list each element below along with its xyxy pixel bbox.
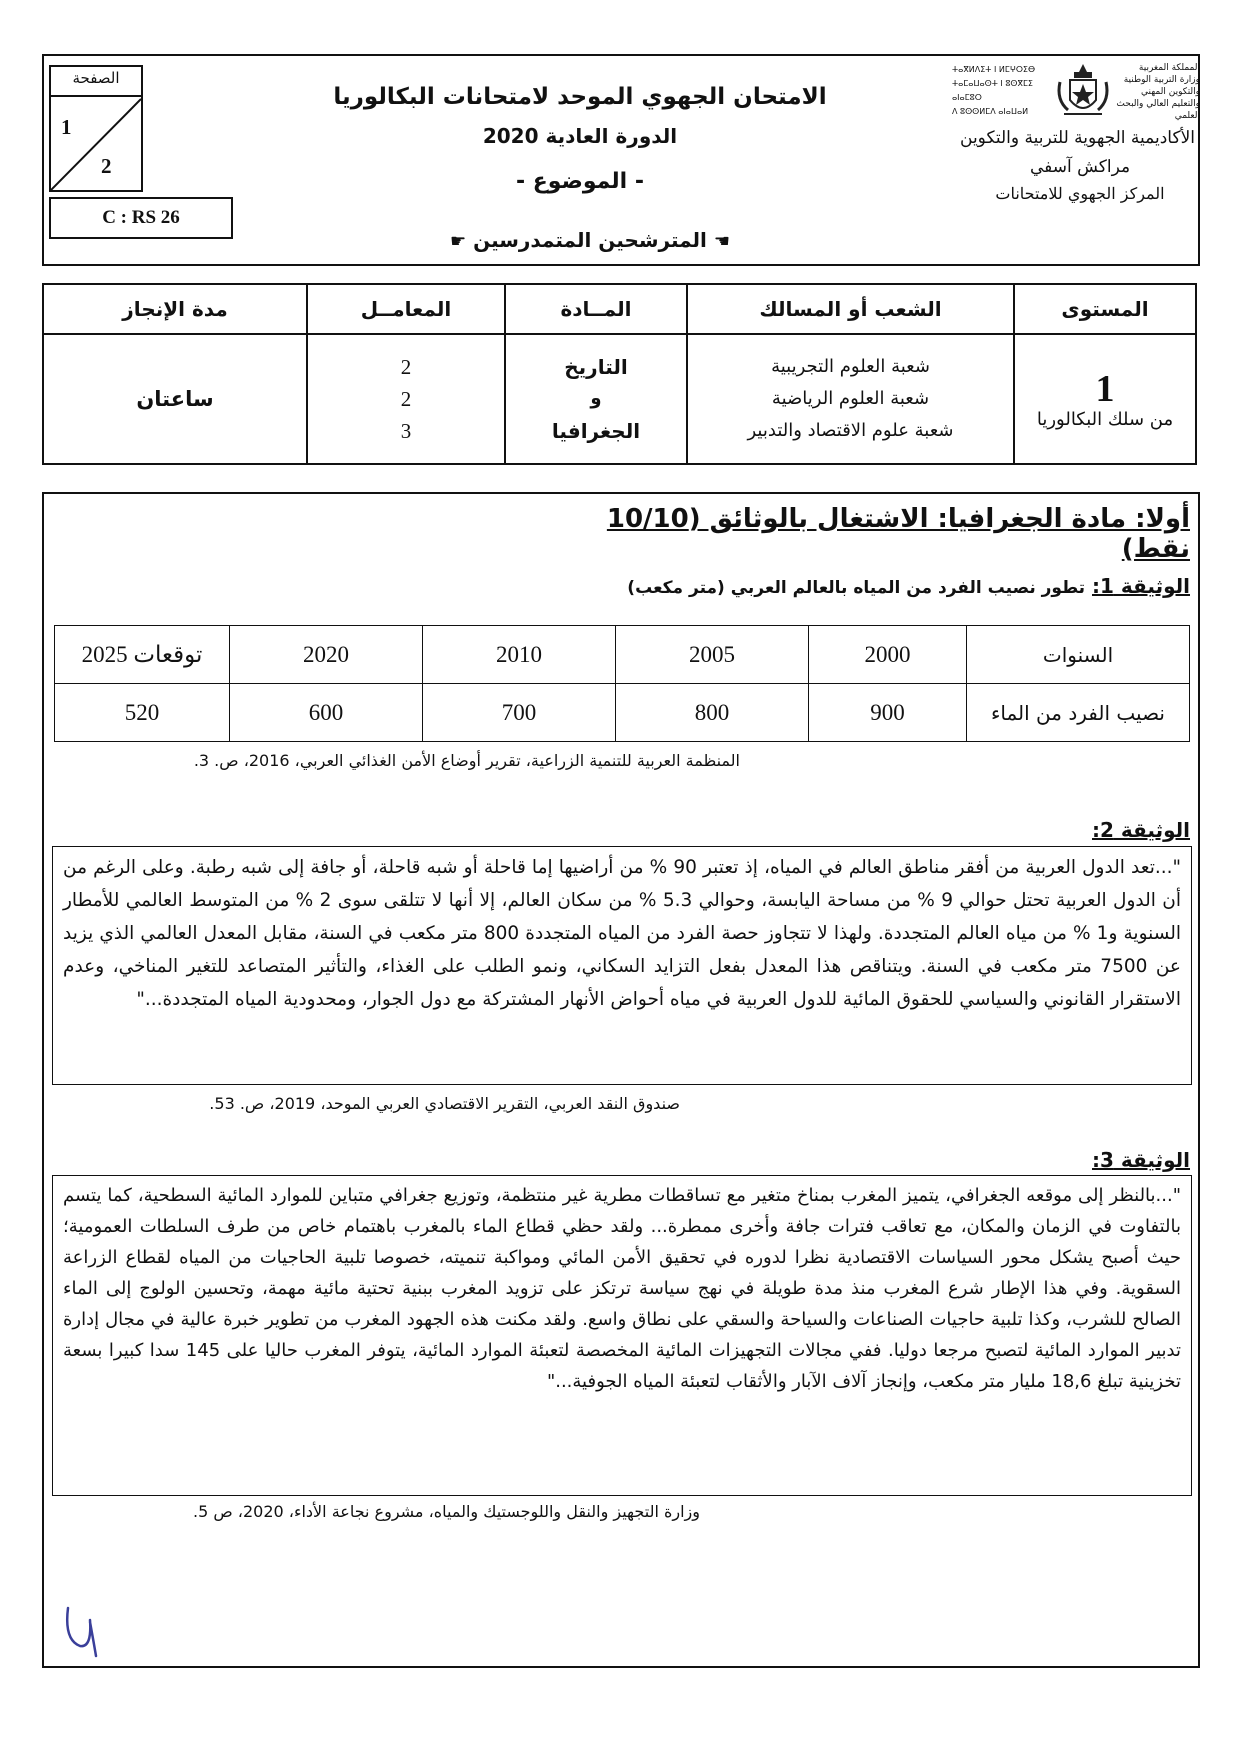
year-cell: 2010 [423,626,616,684]
info-header-level: المستوى [1014,284,1196,334]
water-share-table [54,625,1190,742]
track-item: شعبة علوم الاقتصاد والتدبير [747,420,954,441]
exam-info-table [42,283,1197,465]
info-tracks-cell [687,334,1014,464]
ministry-tifinagh-line-1: ⵜⴰⴳⵍⴷⵉⵜ ⵏ ⵍⵎⵖⵔⵉⴱ [952,65,1036,74]
level-number: 1 [1095,367,1115,410]
ministry-tifinagh-line-3: ⴷ ⵓⵙⵙⵍⵎⴷ ⴰⵏⴰⵡⴰⵍ [952,107,1029,116]
subject-history: التاريخ [564,355,628,379]
doc3-source: وزارة التجهيز والنقل واللوجستيك والمياه، مشروع نجاعة الأداء، 2020، ص 5. [193,1502,700,1521]
info-subject-cell [505,334,687,464]
exam-code: C : RS 26 [102,207,180,228]
doc2-text: "...تعد الدول العربية من أفقر مناطق العالم في المياه، إذ تعتبر 90 % من أراضيها إما قاحلة أو شبه قاحلة، أو جافة إلى شبه رطبة. وعلى الرغم من أن الدول العربية تحتل حوالي 9 % من مساحة اليابسة، وحوالي 5.3 % من سكان العالم، إلا أنها لا تتلقى سوى 2 % من المتوسط العالمي للأمطار السنوية و1 % من مياه العالم المتجددة. ولهذا لا تتجاوز حصة الفرد من المياه المتجددة 800 متر مكعب في السنة، مقابل المعدل العالمي الذي يزيد عن 7500 متر مكعب في السنة. ويتناقص هذا المعدل بفعل التزايد السكاني، ونمو الطلب على الغذاء، والتأثير المتصاعد للتغير المناخي، وعدم الاستقرار القانوني والسياسي للحقوق المائية للدول العربية في مياه أحواض الأنهار المشتركة مع دول الجوار، ومحدودية المياه المتجددة..." [52,846,1192,1085]
year-cell: 2000 [809,626,967,684]
ministry-arabic-line-3: والتعليم العالي والبحث العلمي [1116,99,1200,121]
ministry-tifinagh-line-2: ⵜⴰⵎⴰⵡⴰⵙⵜ ⵏ ⵓⵙⴳⵎⵉ ⴰⵏⴰⵎⵓⵔ [952,79,1033,102]
handwritten-mark-icon [60,1600,110,1660]
page-label: الصفحة [72,69,120,87]
value-cell: 800 [616,684,809,742]
info-duration-cell: ساعتان [43,334,307,464]
subject-geography: الجغرافيا [551,419,641,443]
exam-code-box [49,197,233,239]
subject-and: و [590,388,602,409]
info-coefficient-cell [307,334,505,464]
years-header: السنوات [967,626,1190,684]
doc1-heading [420,574,1190,598]
info-value-row [43,334,1196,464]
year-cell: 2020 [230,626,423,684]
doc3-text: "...بالنظر إلى موقعه الجغرافي، يتميز المغرب بمناخ متغير مع تساقطات مطرية غير منتظمة، وتوزيع جغرافي متباين للموارد المائية السطحية، كما يتسم بالتفاوت في الزمان والمكان، مع تعاقب فترات جافة وأخرى ممطرة... ولقد حظي قطاع الماء بالمغرب باهتمام خاص من طرف السلطات العمومية؛ حيث أصبح يشكل محور السياسات الاقتصادية نظرا لدوره في تحقيق الأمن المائي ومواكبة تنميته، خصوصا تلبية الحاجيات من المياه لقطاع الزراعة السقوية. وفي هذا الإطار شرع المغرب منذ مدة طويلة في نهج سياسة ترتكز على تزويد المغرب ببنية تحتية مائية مهمة، وتحسين الولوج إلى الماء الصالح للشرب، وكذا تلبية حاجيات الصناعات والسياحة والسقي على نطاق واسع. ولقد مكنت هذه الجهود المغرب من تطوير خبرة عالية في مجال إدارة تدبير الموارد المائية لتصبح مرجعا دوليا. ففي مجالات التجهيزات المائية المخصصة لتعبئة الموارد المائية، يتوفر المغرب حاليا على 145 سدا كبيرا بسعة تخزينية تبلغ 18,6 مليار متر مكعب، وإنجاز آلاف الآبار والأثقاب لتعبئة المياه الجوفية..." [52,1175,1192,1496]
years-row [55,626,1190,684]
values-header: نصيب الفرد من الماء [967,684,1190,742]
candidates-title: المترشحين المتمدرسين [473,228,707,252]
region-name: مراكش آسفي [1029,157,1131,177]
value-cell: 900 [809,684,967,742]
page-current: 1 [61,115,72,139]
page-total: 2 [101,154,112,178]
exam-title: الامتحان الجهوي الموحد لامتحانات البكالوريا [333,84,827,110]
page-number-box [49,65,143,192]
academy-name: الأكاديمية الجهوية للتربية والتكوين [960,128,1195,148]
hand-pointer-left-icon: ☚ [713,231,731,252]
doc2-source: صندوق النقد العربي، التقرير الاقتصادي العربي الموحد، 2019، ص. 53. [209,1094,680,1113]
info-level-cell [1014,334,1196,464]
exam-center: المركز الجهوي للامتحانات [995,184,1165,203]
info-header-duration: مدة الإنجاز [43,284,307,334]
info-header-row [43,284,1196,334]
coefficient-value: 3 [400,419,412,443]
track-item: شعبة العلوم الرياضية [771,388,930,409]
doc3-label: الوثيقة 3: [1092,1148,1190,1172]
page-fraction-slash [51,97,141,190]
values-row [55,684,1190,742]
info-header-tracks: الشعب أو المسالك [687,284,1014,334]
subject-type: - الموضوع - [515,169,644,194]
ministry-arabic [1104,62,1200,122]
info-header-subject: المــادة [505,284,687,334]
hand-pointer-right-icon: ☛ [449,231,467,252]
candidates-line [420,228,760,252]
track-item: شعبة العلوم التجريبية [771,356,930,377]
section-title: أولا: مادة الجغرافيا: الاشتغال بالوثائق (10/10 نقط) [606,504,1190,564]
value-cell: 600 [230,684,423,742]
info-header-coefficient: المعامــل [307,284,505,334]
doc1-label: الوثيقة 1: [1092,574,1190,598]
value-cell: 700 [423,684,616,742]
ministry-tifinagh [952,63,1050,119]
doc1-title: تطور نصيب الفرد من المياه بالعالم العربي (متر مكعب) [627,578,1086,598]
year-cell: 2005 [616,626,809,684]
session-title: الدورة العادية 2020 [482,124,678,148]
coefficient-value: 2 [400,355,412,379]
doc1-source: المنظمة العربية للتنمية الزراعية، تقرير أوضاع الأمن الغذائي العربي، 2016، ص. 3. [193,751,740,770]
value-cell: 520 [55,684,230,742]
coefficient-value: 2 [400,387,412,411]
doc2-label: الوثيقة 2: [1092,818,1190,842]
ministry-arabic-line-1: المملكة المغربية [1138,63,1200,73]
level-text: من سلك البكالوريا [1036,408,1174,430]
ministry-arabic-line-2: وزارة التربية الوطنية والتكوين المهني [1123,75,1200,97]
year-cell: توقعات 2025 [55,626,230,684]
